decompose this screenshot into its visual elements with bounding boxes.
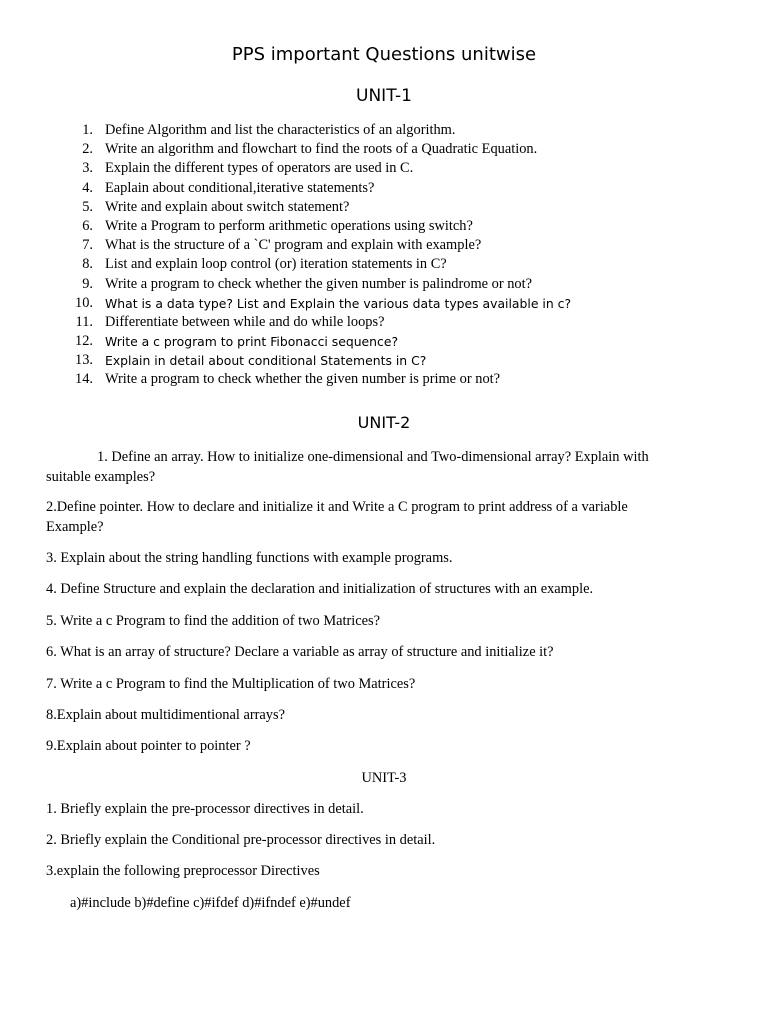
unit-2-question-2 (46, 498, 726, 537)
item-text: What is a data type? List and Explain the various data types available in c? (105, 295, 572, 311)
item-number: 14. (75, 371, 93, 388)
list-item (68, 179, 571, 198)
item-text: Explain the different types of operators are used in C. (105, 160, 414, 177)
item-number: 9. (82, 275, 93, 292)
item-text: Write a Program to perform arithmetic operations using switch? (105, 217, 473, 234)
item-number: 1. (82, 122, 93, 138)
item-number: 10. (75, 294, 93, 311)
unit-2-question-3: 3. Explain about the string handling functions with example programs. (46, 550, 453, 566)
list-item (68, 275, 571, 294)
unit-2-heading: UNIT-2 (357, 413, 411, 432)
list-item (68, 294, 571, 313)
unit-3-question-1: 1. Briefly explain the pre-processor directives in detail. (46, 801, 364, 817)
unit-3-question-3: 3.explain the following preprocessor Directives (46, 863, 320, 879)
list-item (68, 313, 571, 332)
item-number: 8. (82, 256, 93, 273)
document-title: PPS important Questions unitwise (231, 44, 537, 65)
item-text: What is the structure of a `C' program and explain with example? (105, 237, 482, 254)
unit-3-heading: UNIT-3 (361, 770, 407, 786)
list-item (68, 351, 571, 370)
unit-3-question-2: 2. Briefly explain the Conditional pre-processor directives in detail. (46, 832, 436, 848)
question-line: 1. Define an array. How to initialize one-dimensional and Two-dimensional array? Explain with (97, 449, 649, 465)
item-number: 4. (82, 179, 93, 196)
question-line: suitable examples? (46, 468, 156, 485)
item-text: Write a program to check whether the given number is palindrome or not? (105, 275, 532, 292)
unit-2-question-4: 4. Define Structure and explain the declaration and initialization of structures with an example. (46, 581, 594, 597)
unit-2-question-1 (46, 448, 726, 487)
item-number: 11. (75, 313, 93, 330)
unit-2-question-9: 9.Explain about pointer to pointer ? (46, 738, 251, 754)
item-number: 3. (82, 160, 93, 177)
list-item (68, 255, 571, 274)
list-item (68, 332, 571, 351)
item-text: Write and explain about switch statement? (105, 198, 350, 215)
unit-1-question-list (68, 121, 571, 390)
unit-2-question-8: 8.Explain about multidimentional arrays? (46, 707, 285, 723)
list-item (68, 140, 571, 159)
item-text: Eaplain about conditional,iterative statements? (105, 179, 375, 196)
item-text: Explain in detail about conditional Statements in C? (105, 353, 427, 369)
list-item (68, 159, 571, 178)
item-number: 13. (75, 352, 93, 369)
item-text: Write a program to check whether the given number is prime or not? (105, 371, 501, 388)
list-item (68, 370, 571, 389)
unit-1-heading: UNIT-1 (356, 86, 412, 106)
unit-2-question-7: 7. Write a c Program to find the Multiplication of two Matrices? (46, 676, 416, 692)
question-line: 2.Define pointer. How to declare and initialize it and Write a C program to print address of a variable (46, 499, 628, 515)
item-text: Differentiate between while and do while loops? (105, 313, 385, 330)
item-number: 6. (82, 217, 93, 234)
item-text: Define Algorithm and list the characteristics of an algorithm. (105, 122, 456, 138)
item-number: 7. (82, 237, 93, 254)
item-number: 12. (75, 333, 93, 350)
list-item (68, 236, 571, 255)
list-item (68, 217, 571, 236)
item-text: Write a c program to print Fibonacci sequence? (105, 334, 399, 350)
unit-2-question-6: 6. What is an array of structure? Declare a variable as array of structure and initialize it? (46, 644, 554, 660)
item-number: 2. (82, 141, 93, 158)
list-item (68, 121, 571, 140)
item-text: Write an algorithm and flowchart to find the roots of a Quadratic Equation. (105, 141, 538, 158)
item-text: List and explain loop control (or) iteration statements in C? (105, 256, 447, 273)
unit-2-question-5: 5. Write a c Program to find the addition of two Matrices? (46, 613, 381, 629)
unit-3-question-3-options: a)#include b)#define c)#ifdef d)#ifndef e)#undef (70, 895, 351, 911)
list-item (68, 198, 571, 217)
item-number: 5. (82, 198, 93, 215)
question-line: Example? (46, 518, 104, 535)
